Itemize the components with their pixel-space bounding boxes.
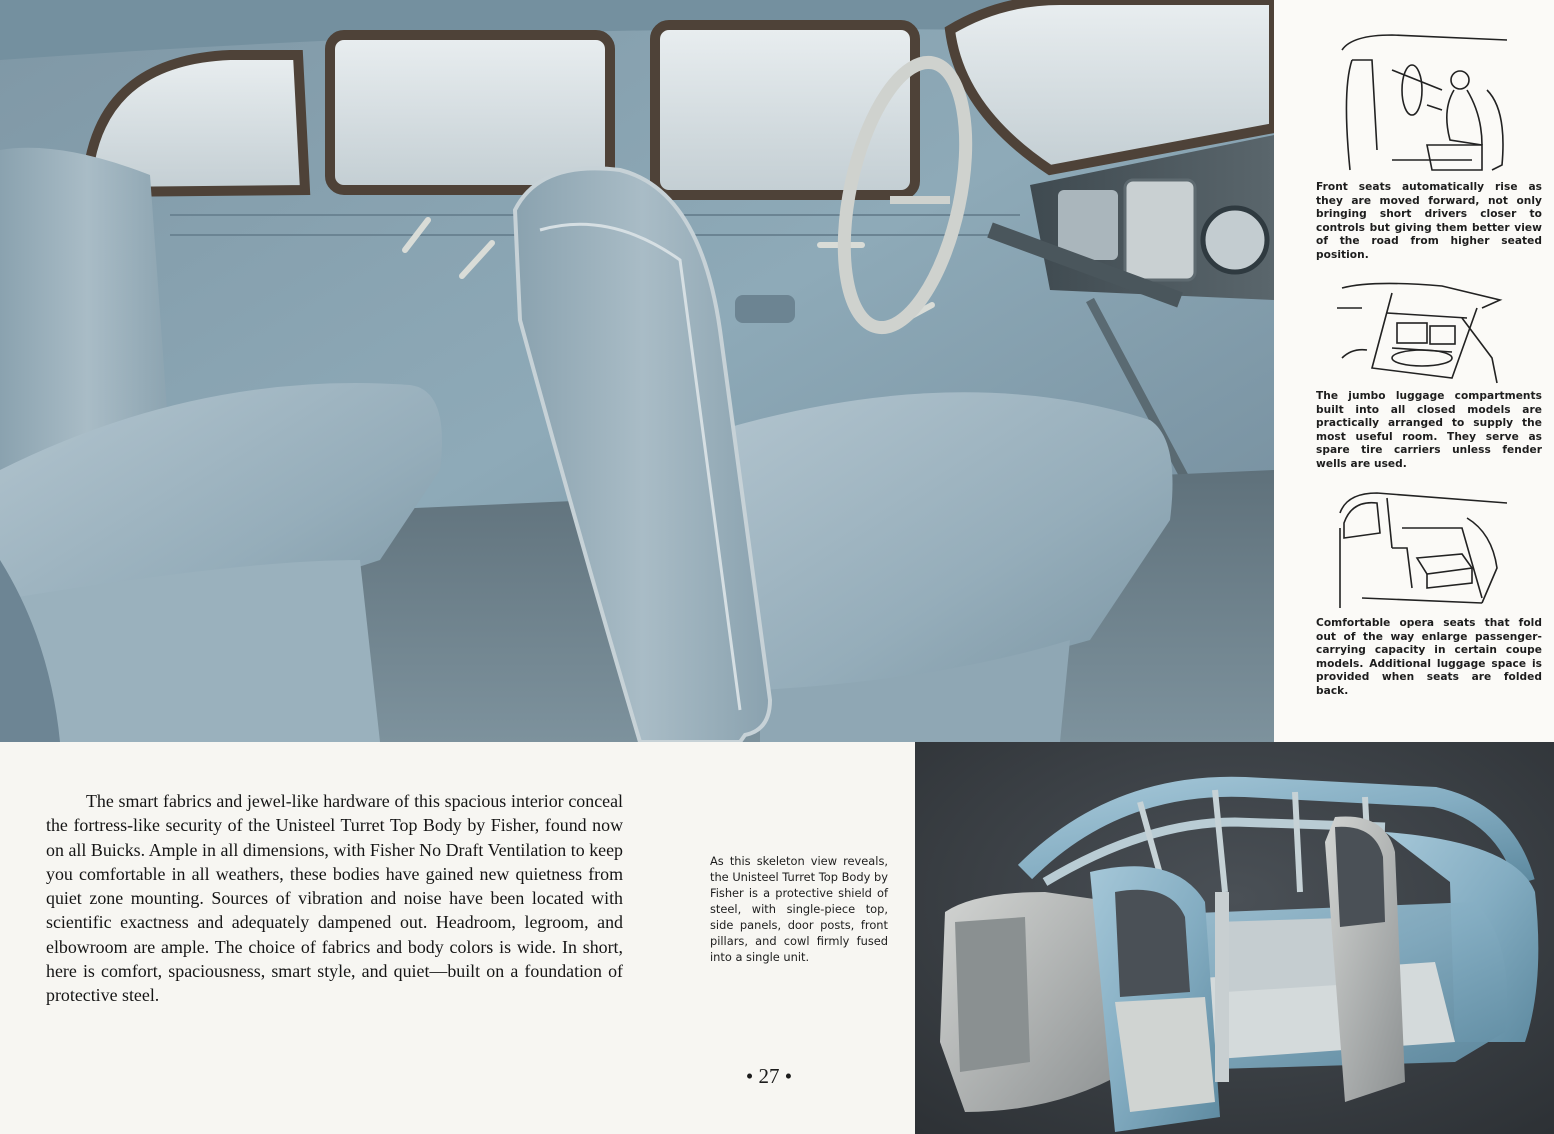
opera-seat-sketch (1332, 488, 1512, 613)
luggage-compartment-sketch (1332, 278, 1512, 388)
caption-opera-seats: Comfortable opera seats that fold out of the way enlarge passenger-carrying capacity in certain coupe models. Additional luggage space is provided when seats are folded back. (1316, 617, 1542, 697)
caption-luggage: The jumbo luggage compartments built into all closed models are practically arranged to supply the most useful room. They serve as spare tire carriers unless fender wells are used. (1316, 390, 1542, 470)
body-paragraph: The smart fabrics and jewel-like hardware of this spacious interior conceal the fortress-like security of the Unisteel Turret Top Body by Fisher, found now on all Buicks. Ample in all dimensions, with Fisher No Draft Ventilation to keep you comfortable in all weathers, these bodies have gained new quietness from quiet zone mounting. Sources of vibration and noise have been located with scientific exactness and adequately dampened out. Headroom, legroom, and elbowroom are ample. The choice of fabrics and body colors is wide. In short, here is comfort, spaciousness, smart style, and quiet—built on a foundation of protective steel. (46, 791, 623, 1006)
caption-front-seats: Front seats automatically rise as they are moved forward, not only bringing short drivers closer to controls but giving them better view of the road from higher seated position. (1316, 181, 1542, 261)
driver-seat-sketch (1332, 30, 1512, 180)
skeleton-caption: As this skeleton view reveals, the Unisteel Turret Top Body by Fisher is a protective shield of steel, with single-piece top, side panels, door posts, front pillars, and cowl firmly fused into a single unit. (710, 854, 888, 964)
page-number: • 27 • (745, 1064, 793, 1088)
skeleton-body-photo (915, 742, 1554, 1134)
sketch-sidebar (1274, 0, 1554, 742)
